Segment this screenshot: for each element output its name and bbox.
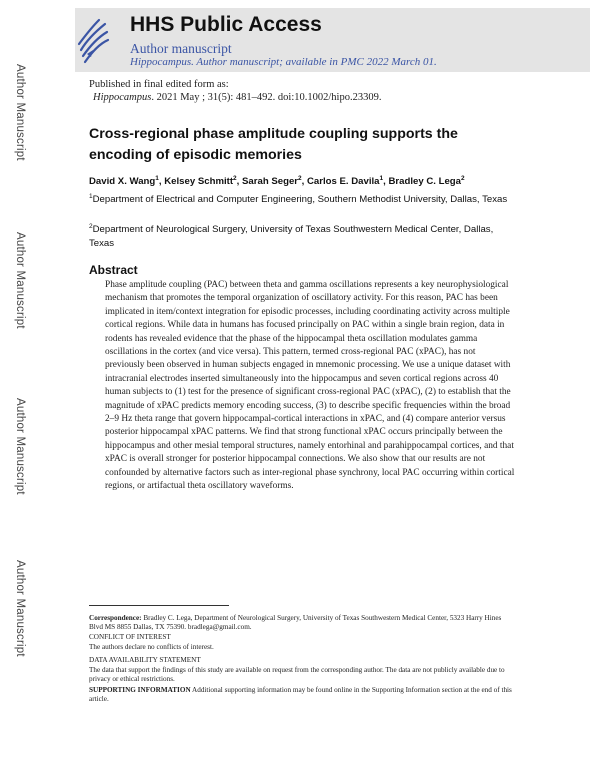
author-name: Kelsey Schmitt bbox=[164, 176, 234, 187]
publication-citation: . 2021 May ; 31(5): 481–492. doi:10.1002/hipo.23309. bbox=[151, 92, 382, 103]
publication-info bbox=[89, 78, 381, 104]
author-list: David X. Wang$^1$, Kelsey Schmitt$^2$, Sarah Seger$^2$, Carlos E. Davila$^1$, Bradley C. Lega$^2$ bbox=[89, 174, 465, 187]
footnote-divider bbox=[89, 605, 229, 606]
author-affil-sup: 1 bbox=[379, 174, 384, 182]
author-name: David X. Wang bbox=[89, 176, 156, 187]
affiliation-sup: 1 bbox=[89, 192, 93, 200]
footnote-supporting-info bbox=[89, 686, 514, 704]
author-name: Bradley C. Lega bbox=[388, 176, 461, 187]
header-title: HHS Public Access bbox=[130, 13, 322, 36]
author-name: Sarah Seger bbox=[242, 176, 299, 187]
conflict-text: The authors declare no conflicts of interest. bbox=[89, 643, 214, 651]
conflict-heading: CONFLICT OF INTEREST bbox=[89, 633, 171, 641]
affiliation bbox=[89, 223, 519, 251]
abstract-body: Phase amplitude coupling (PAC) between theta and gamma oscillations represents a key neurophysiological mechanism that promotes the temporal organization of oscillatory activity. For this reason, PAC has been implicated in item/context integration for episodic processes, including coordinating activity across multiple cortical regions. While data in humans has focused principally on PAC within a single brain region, data in rodents has revealed evidence that the phase of the hippocampal theta oscillation modulates gamma oscillations in the cortex (and vice versa). This pattern, termed cross-regional PAC (xPAC), has not previously been observed in human subjects engaged in mnemonic processing. We use a unique dataset with intracranial electrodes inserted simultaneously into the hippocampus and seven cortical regions across 40 human subjects to (1) test for the presence of significant cross-regional PAC (xPAC), (2) to establish that the magnitude of xPAC predicts memory encoding success, (3) to describe specific frequencies within the broad 2–9 Hz theta range that govern hippocampal-cortical interactions in xPAC, and (4) compare anterior versus posterior hippocampal xPAC patterns. We find that strong functional xPAC occurs principally between the hippocampus and other mesial temporal structures, namely entorhinal and parahippocampal cortices, and that xPAC is overall stronger for posterior hippocampal connections. We also show that our results are not confounded by alternative factors such as inter-regional phase synchrony, local PAC occurring within cortical regions, or artifactual theta oscillatory waveforms. bbox=[105, 280, 515, 492]
side-label-author-manuscript: Author Manuscript bbox=[14, 560, 26, 657]
affiliation-text: Department of Electrical and Computer Engineering, Southern Methodist University, Dallas, Texas bbox=[92, 194, 508, 205]
correspondence-text: Bradley C. Lega, Department of Neurological Surgery, University of Texas Southwestern Medical Center, 5323 Harry Hines Blvd MS 8855 Dallas, TX 75390. bradlega@gmail.com. bbox=[89, 614, 502, 631]
author-name: Carlos E. Davila bbox=[306, 176, 380, 187]
publication-line: Published in final edited form as: bbox=[89, 79, 229, 90]
correspondence-label: Correspondence: bbox=[89, 614, 142, 622]
affiliation-sup: 2 bbox=[89, 222, 93, 230]
footnote-correspondence bbox=[89, 614, 514, 632]
affiliation bbox=[89, 193, 519, 207]
side-label-author-manuscript: Author Manuscript bbox=[14, 398, 26, 495]
abstract-heading: Abstract bbox=[89, 263, 138, 277]
paper-title: Cross-regional phase amplitude coupling supports the encoding of episodic memories bbox=[89, 126, 458, 163]
affiliation-text: Department of Neurological Surgery, University of Texas Southwestern Medical Center, Dallas, Texas bbox=[89, 224, 494, 249]
data-availability-heading: DATA AVAILABILITY STATEMENT bbox=[89, 656, 201, 664]
side-label-author-manuscript: Author Manuscript bbox=[14, 232, 26, 329]
author-affil-sup: 2 bbox=[233, 174, 237, 182]
author-affil-sup: 1 bbox=[155, 174, 159, 182]
side-label-author-manuscript: Author Manuscript bbox=[14, 64, 26, 161]
author-affil-sup: 2 bbox=[461, 174, 465, 182]
author-affil-sup: 2 bbox=[298, 174, 302, 182]
publication-journal: Hippocampus bbox=[93, 92, 152, 103]
header-subtitle: Author manuscript bbox=[130, 41, 232, 56]
data-availability-text: The data that support the findings of this study are available on request from the corresponding author. The data are not publicly available due to privacy or ethical restrictions. bbox=[89, 666, 505, 683]
supporting-info-label: SUPPORTING INFORMATION bbox=[89, 686, 191, 694]
header-journal-line: Hippocampus. Author manuscript; available in PMC 2022 March 01. bbox=[130, 56, 437, 68]
supporting-info-text: Additional supporting information may be found online in the Supporting Information section at the end of this article. bbox=[89, 686, 512, 703]
hhs-eagle-logo-icon bbox=[75, 14, 111, 66]
